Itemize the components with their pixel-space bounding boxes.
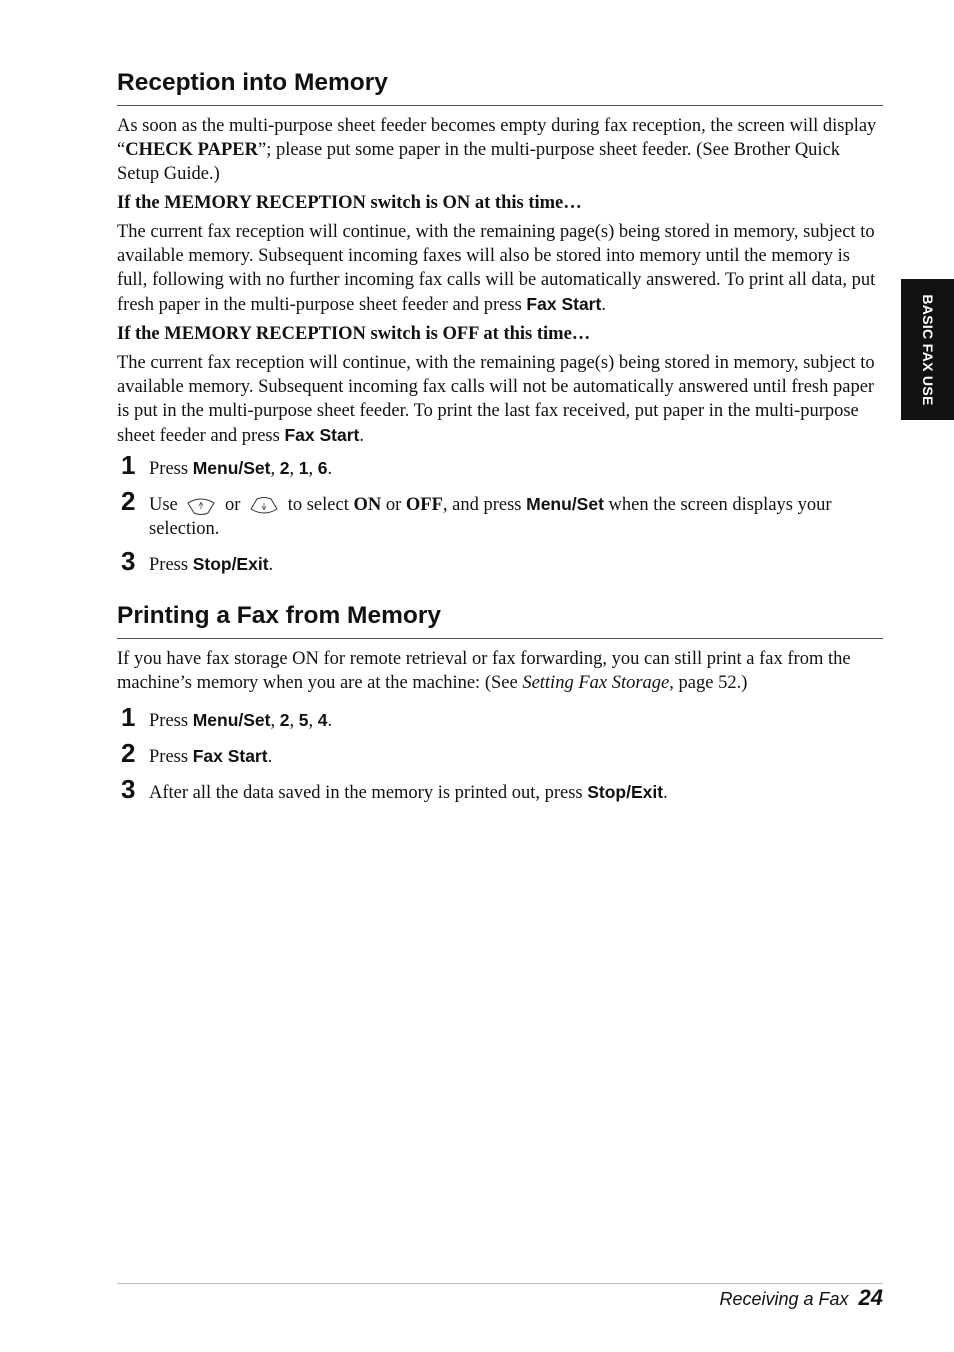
step-number: 3 — [121, 774, 136, 804]
step-item: 3 Press Stop/Exit. — [121, 546, 274, 576]
switch-on-text: The current fax reception will continue, with the remaining page(s) being stored in memory, subject to available memory. Subsequent incoming faxes will also be stored into memory until the memory is full, following with no further incoming fax calls will be automatically answered. To print all data, put fresh paper in the multi-purpose sheet feeder and press Fax Start. — [117, 222, 876, 315]
step-number: 3 — [121, 546, 136, 576]
switch-on-heading: If the MEMORY RECEPTION switch is ON at this time… — [117, 193, 582, 213]
printing-intro: If you have fax storage ON for remote retrieval or fax forwarding, you can still print a fax from the machine’s memory when you are at the machine: (See Setting Fax Storage, page 52.) — [117, 649, 851, 693]
menu-set-key: Menu/Set — [192, 458, 271, 478]
stop-exit-key: Stop/Exit — [192, 554, 269, 574]
down-arrow-key-icon — [249, 497, 279, 515]
switch-off-heading: If the MEMORY RECEPTION switch is OFF at this time… — [117, 324, 591, 344]
fax-start-key: Fax Start — [192, 746, 268, 766]
step-item: 2 Press Fax Start. — [121, 738, 273, 768]
step-item: 1 Press Menu/Set, 2, 1, 6. — [121, 450, 333, 480]
page-content — [117, 68, 883, 816]
step-item: 1 Press Menu/Set, 2, 5, 4. — [121, 702, 333, 732]
step-number: 2 — [121, 738, 136, 768]
step-item: 3 After all the data saved in the memory is printed out, press Stop/Exit. — [121, 774, 668, 804]
footer-label: Receiving a Fax — [719, 1289, 849, 1309]
fax-start-key: Fax Start — [526, 294, 602, 314]
step-number: 1 — [121, 702, 136, 732]
menu-set-key: Menu/Set — [192, 710, 271, 730]
printing-steps — [117, 702, 883, 805]
reception-steps — [117, 450, 883, 577]
menu-set-key: Menu/Set — [526, 494, 604, 514]
section-title-reception: Reception into Memory — [117, 68, 883, 106]
step-item: 2 Use or to select ON or OFF, and press Menu/Set when the screen displays your selection. — [121, 486, 832, 539]
side-tab — [901, 279, 954, 420]
side-tab-label: BASIC FAX USE — [919, 293, 936, 406]
fax-start-key: Fax Start — [284, 425, 360, 445]
section-title-printing: Printing a Fax from Memory — [117, 601, 883, 639]
page-number: 24 — [858, 1285, 883, 1310]
cross-reference: Setting Fax Storage — [522, 673, 670, 693]
switch-off-text: The current fax reception will continue, with the remaining page(s) being stored in memory, subject to available memory. Subsequent incoming fax calls will not be automatically answered until fresh paper is put in the multi-purpose sheet feeder. To print the last fax received, put paper in the multi-purpose sheet feeder and press Fax Start. — [117, 353, 875, 446]
step-number: 2 — [121, 486, 136, 516]
stop-exit-key: Stop/Exit — [587, 782, 664, 802]
up-arrow-key-icon — [186, 497, 216, 515]
check-paper-message: CHECK PAPER — [125, 140, 258, 160]
reception-intro: As soon as the multi-purpose sheet feeder becomes empty during fax reception, the screen will display “CHECK PAPER”; please put some paper in the multi-purpose sheet feeder. (See Brother Quick Setup Guide.) — [117, 116, 877, 184]
page-footer — [719, 1284, 883, 1313]
step-number: 1 — [121, 450, 136, 480]
